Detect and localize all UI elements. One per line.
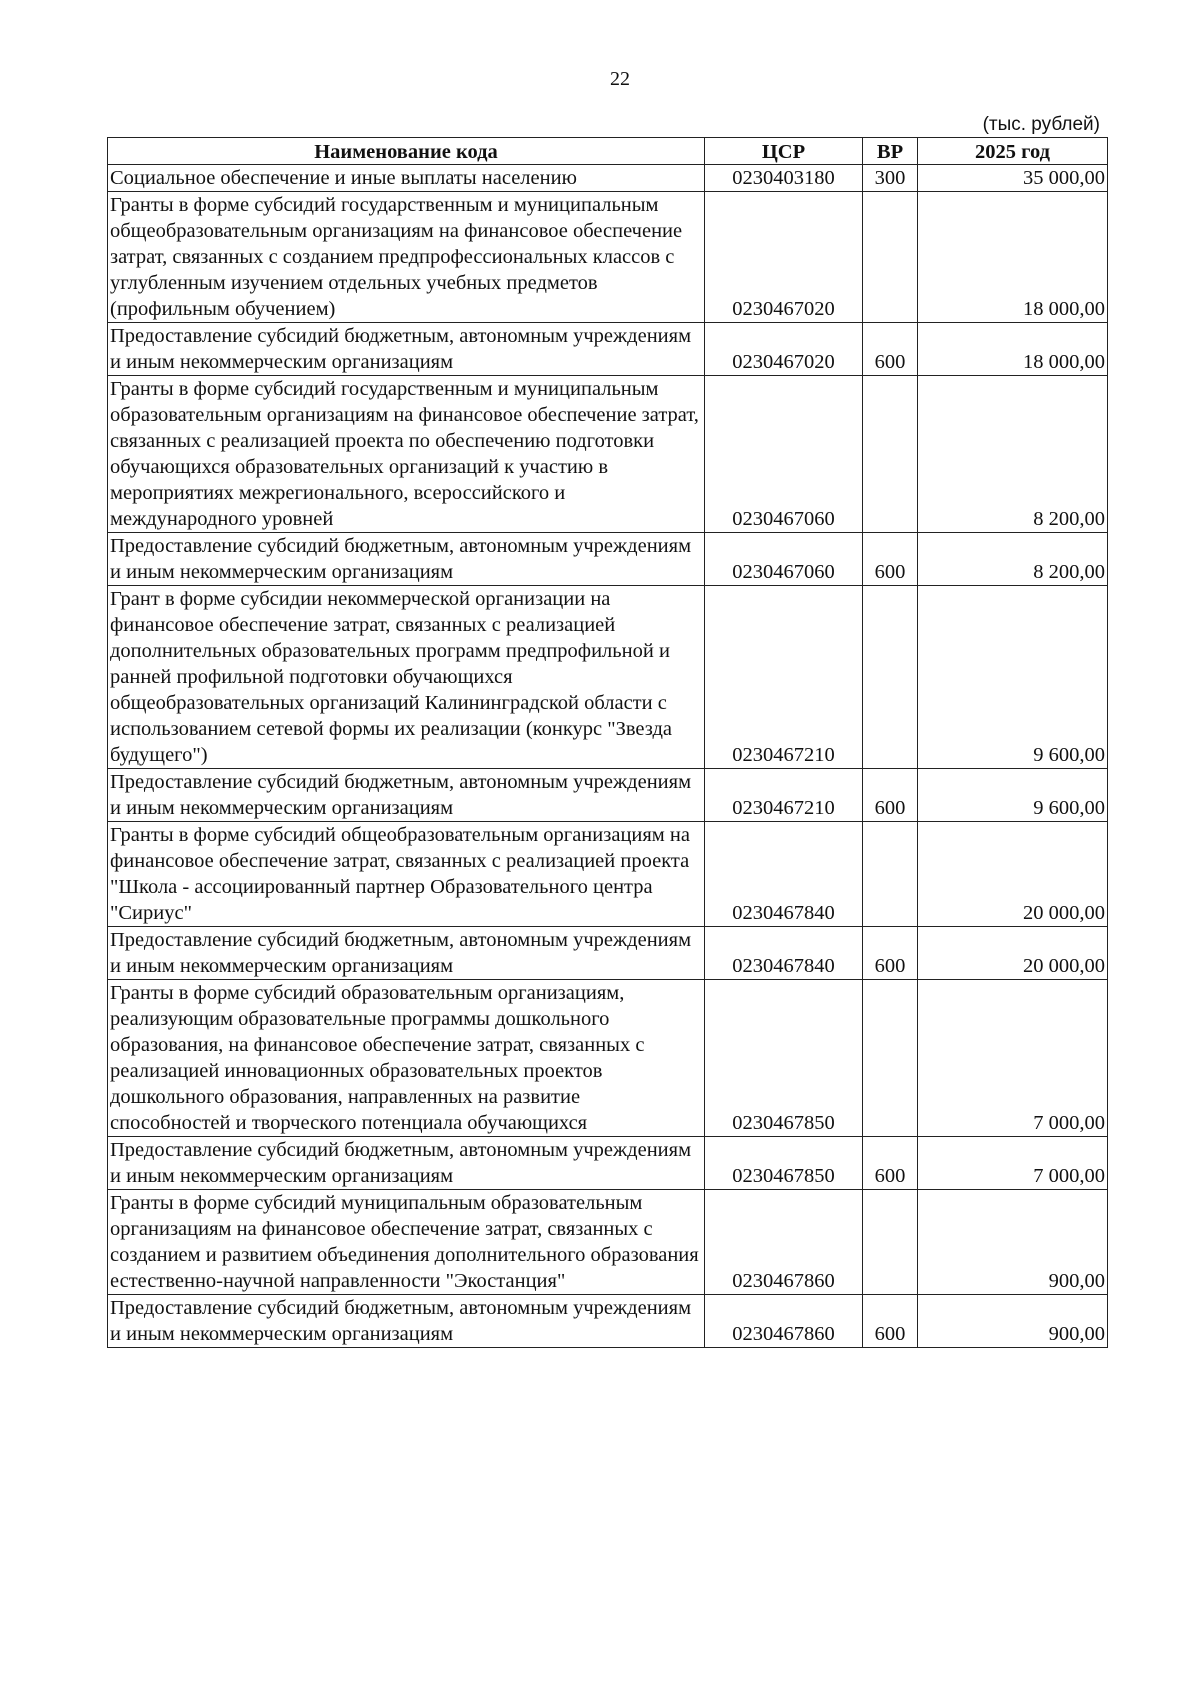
- units-label: (тыс. рублей): [982, 114, 1100, 135]
- row-csr-cell: 0230467210: [705, 586, 863, 769]
- table-row: [108, 1190, 1108, 1295]
- header-csr: ЦСР: [705, 138, 863, 165]
- table-row: [108, 586, 1108, 769]
- row-name-cell: Предоставление субсидий бюджетным, автономным учреждениям и иным некоммерческим организациям: [108, 927, 705, 980]
- row-vr-cell: 600: [863, 323, 918, 376]
- row-vr-cell: 600: [863, 927, 918, 980]
- row-amount-cell: 900,00: [918, 1190, 1108, 1295]
- row-vr-cell: 600: [863, 769, 918, 822]
- row-amount-cell: 7 000,00: [918, 1137, 1108, 1190]
- row-csr-cell: 0230467060: [705, 376, 863, 533]
- row-name-cell: Предоставление субсидий бюджетным, автономным учреждениям и иным некоммерческим организациям: [108, 1137, 705, 1190]
- row-vr-cell: 600: [863, 533, 918, 586]
- table-row: [108, 533, 1108, 586]
- row-vr-cell: [863, 1190, 918, 1295]
- row-csr-cell: 0230467850: [705, 980, 863, 1137]
- row-name-cell: Гранты в форме субсидий общеобразовательным организациям на финансовое обеспечение затрат, связанных с реализацией проекта "Школа - ассоциированный партнер Образовательного центра "Сириус": [108, 822, 705, 927]
- row-csr-cell: 0230403180: [705, 165, 863, 192]
- row-name-cell: Предоставление субсидий бюджетным, автономным учреждениям и иным некоммерческим организациям: [108, 323, 705, 376]
- row-name-cell: Предоставление субсидий бюджетным, автономным учреждениям и иным некоммерческим организациям: [108, 533, 705, 586]
- row-amount-cell: 9 600,00: [918, 586, 1108, 769]
- row-amount-cell: 8 200,00: [918, 376, 1108, 533]
- row-vr-cell: 300: [863, 165, 918, 192]
- table-row: [108, 822, 1108, 927]
- row-vr-cell: 600: [863, 1137, 918, 1190]
- row-amount-cell: 18 000,00: [918, 192, 1108, 323]
- row-csr-cell: 0230467210: [705, 769, 863, 822]
- row-amount-cell: 7 000,00: [918, 980, 1108, 1137]
- row-csr-cell: 0230467860: [705, 1295, 863, 1348]
- row-csr-cell: 0230467020: [705, 323, 863, 376]
- row-amount-cell: 900,00: [918, 1295, 1108, 1348]
- page-number: 22: [610, 68, 630, 90]
- table-row: [108, 165, 1108, 192]
- row-name-cell: Гранты в форме субсидий муниципальным образовательным организациям на финансовое обеспечение затрат, связанных с созданием и развитием объединения дополнительного образования естественно-научной направленности "Экостанция": [108, 1190, 705, 1295]
- table-row: [108, 927, 1108, 980]
- table-row: [108, 1295, 1108, 1348]
- row-name-cell: Грант в форме субсидии некоммерческой организации на финансовое обеспечение затрат, связанных с реализацией дополнительных образовательных программ предпрофильной и ранней профильной подготовки обучающихся общеобразовательных организаций Калининградской области с использованием сетевой формы их реализации (конкурс "Звезда будущего"): [108, 586, 705, 769]
- table-row: [108, 376, 1108, 533]
- row-amount-cell: 35 000,00: [918, 165, 1108, 192]
- table-row: [108, 192, 1108, 323]
- header-vr: ВР: [863, 138, 918, 165]
- row-csr-cell: 0230467850: [705, 1137, 863, 1190]
- row-csr-cell: 0230467060: [705, 533, 863, 586]
- row-csr-cell: 0230467840: [705, 822, 863, 927]
- row-vr-cell: 600: [863, 1295, 918, 1348]
- row-amount-cell: 20 000,00: [918, 822, 1108, 927]
- row-amount-cell: 18 000,00: [918, 323, 1108, 376]
- row-amount-cell: 8 200,00: [918, 533, 1108, 586]
- table-row: [108, 980, 1108, 1137]
- header-year: 2025 год: [918, 138, 1108, 165]
- row-csr-cell: 0230467860: [705, 1190, 863, 1295]
- table-row: [108, 323, 1108, 376]
- row-name-cell: Гранты в форме субсидий государственным и муниципальным общеобразовательным организациям на финансовое обеспечение затрат, связанных с созданием предпрофессиональных классов с углубленным изучением отдельных учебных предметов (профильным обучением): [108, 192, 705, 323]
- row-vr-cell: [863, 980, 918, 1137]
- table-header-row: [108, 138, 1108, 165]
- row-vr-cell: [863, 586, 918, 769]
- row-amount-cell: 9 600,00: [918, 769, 1108, 822]
- row-name-cell: Предоставление субсидий бюджетным, автономным учреждениям и иным некоммерческим организациям: [108, 1295, 705, 1348]
- row-name-cell: Гранты в форме субсидий образовательным организациям, реализующим образовательные программы дошкольного образования, на финансовое обеспечение затрат, связанных с реализацией инновационных образовательных проектов дошкольного образования, направленных на развитие способностей и творческого потенциала обучающихся: [108, 980, 705, 1137]
- row-name-cell: Предоставление субсидий бюджетным, автономным учреждениям и иным некоммерческим организациям: [108, 769, 705, 822]
- row-vr-cell: [863, 192, 918, 323]
- table-row: [108, 1137, 1108, 1190]
- row-csr-cell: 0230467840: [705, 927, 863, 980]
- row-name-cell: Гранты в форме субсидий государственным и муниципальным образовательным организациям на финансовое обеспечение затрат, связанных с реализацией проекта по обеспечению подготовки обучающихся образовательных организаций к участию в мероприятиях межрегионального, всероссийского и международного уровней: [108, 376, 705, 533]
- table-row: [108, 769, 1108, 822]
- budget-table: [107, 137, 1108, 1348]
- header-name: Наименование кода: [108, 138, 705, 165]
- row-amount-cell: 20 000,00: [918, 927, 1108, 980]
- row-name-cell: Социальное обеспечение и иные выплаты населению: [108, 165, 705, 192]
- row-vr-cell: [863, 822, 918, 927]
- row-csr-cell: 0230467020: [705, 192, 863, 323]
- row-vr-cell: [863, 376, 918, 533]
